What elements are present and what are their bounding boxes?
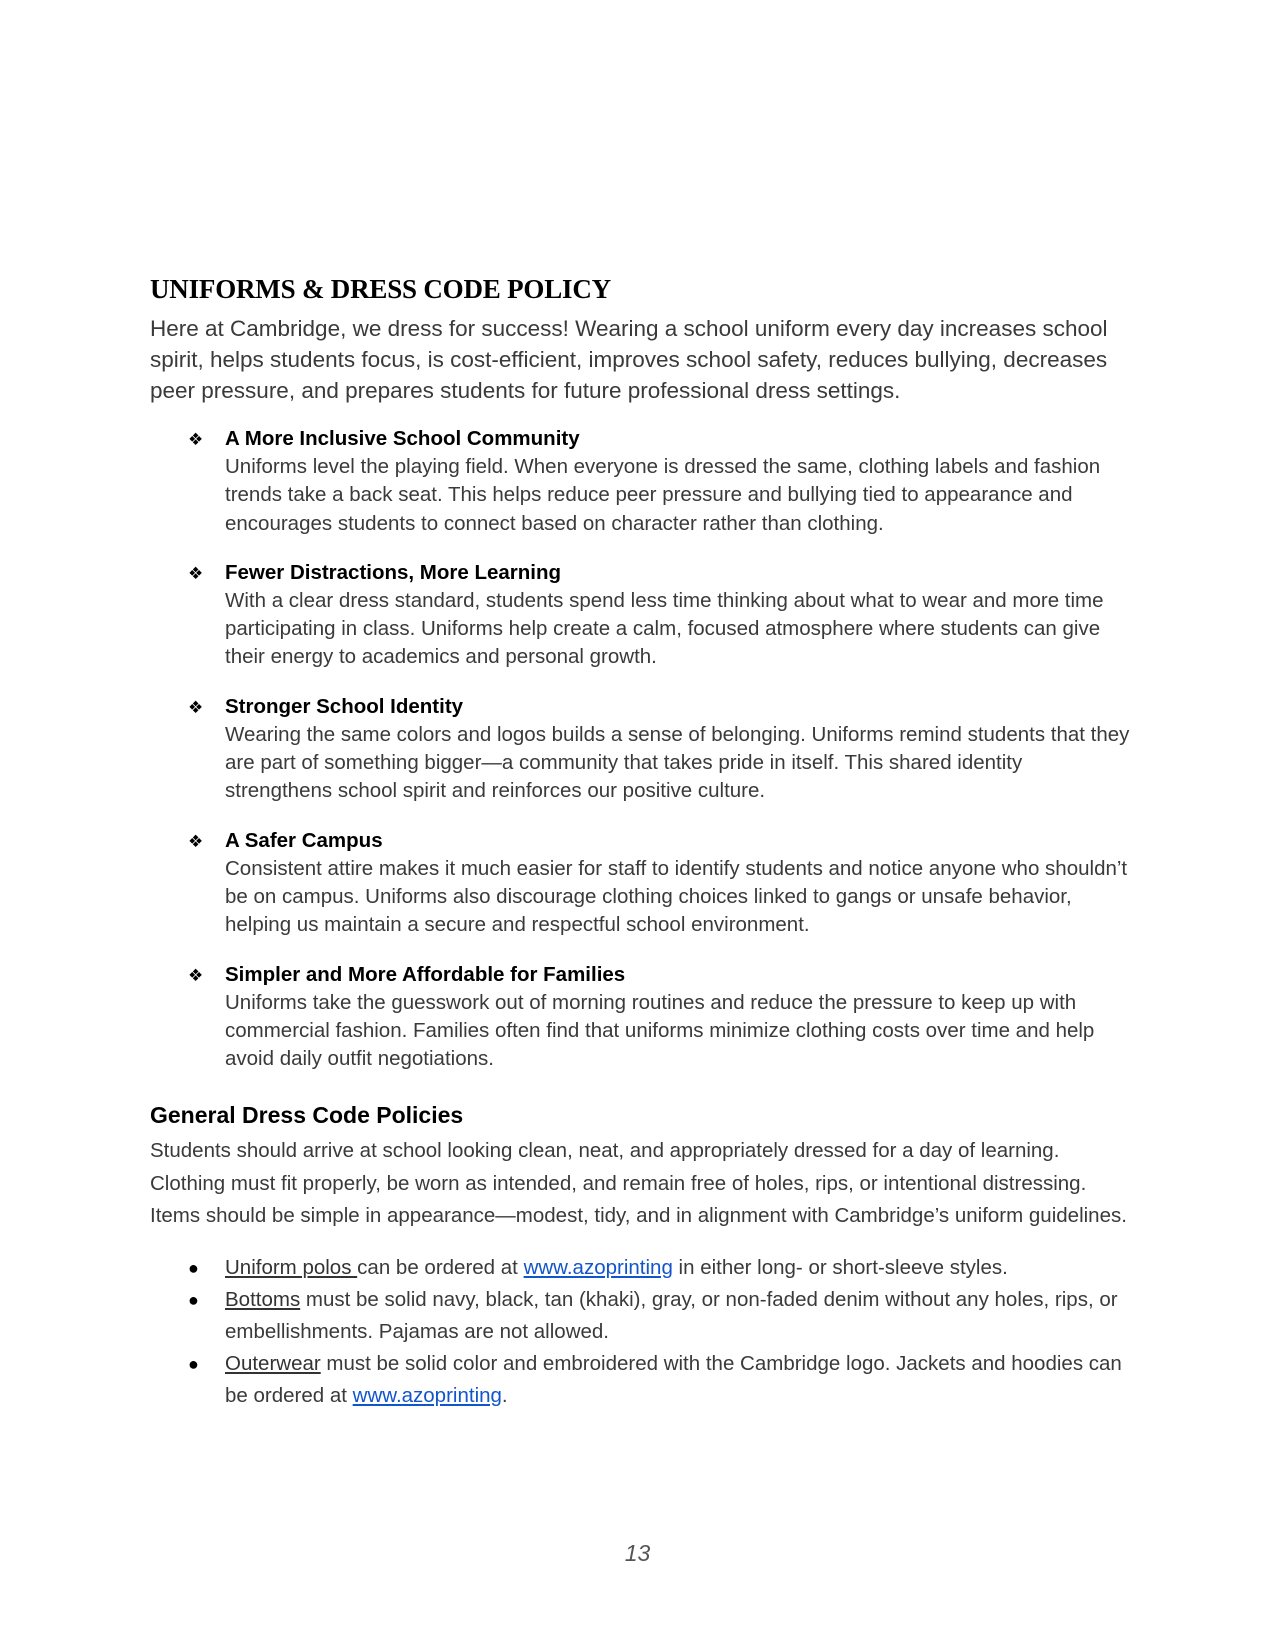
page-number: 13 [624, 1540, 651, 1566]
policy-item [150, 1348, 1135, 1412]
policy-term: Uniform polos [225, 1255, 358, 1279]
policy-item [150, 1252, 1135, 1284]
benefit-text: Wearing the same colors and logos builds a sense of belonging. Uniforms remind students that they are part of something bigger—a community that takes pride in itself. This shared identity strengthens school spirit and reinforces our positive culture. [225, 722, 1130, 803]
policy-item [150, 1284, 1135, 1348]
benefits-list [150, 425, 1135, 1073]
benefit-title: Fewer Distractions, More Learning [225, 560, 562, 584]
diamond-bullet-icon: ❖ [188, 965, 204, 985]
azoprinting-link[interactable]: www.azoprinting [523, 1255, 673, 1279]
diamond-bullet-icon: ❖ [188, 430, 204, 449]
bullet-dot-icon: ● [188, 1353, 199, 1374]
diamond-bullet-icon: ❖ [188, 697, 204, 717]
policy-text: can be ordered at [357, 1255, 524, 1279]
diamond-bullet-icon: ❖ [188, 831, 204, 851]
benefit-title: Simpler and More Affordable for Families [225, 962, 626, 986]
section-paragraph: Students should arrive at school looking clean, neat, and appropriately dressed for a day of learning. Clothing must fit properly, be worn as intended, and remain free of holes, rips, or intentional distressing. Items should be simple in appearance—modest, tidy, and in alignment with Cambridge’s uniform guidelines. [150, 1139, 1127, 1228]
policy-text: . [501, 1383, 508, 1407]
bullet-dot-icon: ● [188, 1257, 199, 1278]
policy-text: must be solid color and embroidered with the Cambridge logo. Jackets and hoodies can be ordered at [225, 1351, 1122, 1407]
policy-text: must be solid navy, black, tan (khaki), gray, or non-faded denim without any holes, rips, or embellishments. Pajamas are not allowed. [225, 1287, 1118, 1343]
diamond-bullet-icon: ❖ [188, 563, 204, 583]
bullet-dot-icon: ● [188, 1289, 199, 1310]
policy-term: Outerwear [225, 1351, 321, 1375]
benefit-item [150, 827, 1135, 940]
policy-term: Bottoms [225, 1287, 301, 1311]
page-content [150, 272, 1135, 1412]
benefit-item [150, 559, 1135, 672]
benefit-title: A Safer Campus [225, 828, 383, 852]
benefit-title: A More Inclusive School Community [225, 427, 580, 450]
benefit-text: Consistent attire makes it much easier for staff to identify students and notice anyone who shouldn’t be on campus. Uniforms also discourage clothing choices linked to gangs or unsafe behavior, helping us maintain a secure and respectful school environment. [225, 856, 1128, 937]
benefit-title: Stronger School Identity [225, 694, 464, 718]
benefit-item [150, 425, 1135, 538]
intro-paragraph: Here at Cambridge, we dress for success! Wearing a school uniform every day increases school spirit, helps students focus, is cost-efficient, improves school safety, reduces bullying, decreases peer pressure, and prepares students for future professional dress settings. [150, 316, 1108, 403]
benefit-text: Uniforms take the guesswork out of morning routines and reduce the pressure to keep up with commercial fashion. Families often find that uniforms minimize clothing costs over time and help avoid daily outfit negotiations. [225, 990, 1095, 1071]
benefit-text: With a clear dress standard, students spend less time thinking about what to wear and more time participating in class. Uniforms help create a calm, focused atmosphere where students can give their energy to academics and personal growth. [225, 588, 1104, 669]
benefit-item [150, 693, 1135, 806]
azoprinting-link[interactable]: www.azoprinting [352, 1383, 502, 1407]
benefit-text: Uniforms level the playing field. When everyone is dressed the same, clothing labels and fashion trends take a back seat. This helps reduce peer pressure and bullying tied to appearance and encourages students to connect based on character rather than clothing. [225, 455, 1101, 535]
section-heading: General Dress Code Policies [150, 1102, 464, 1129]
page-title: UNIFORMS & DRESS CODE POLICY [150, 274, 611, 304]
benefit-item [150, 961, 1135, 1074]
policy-text: in either long- or short-sleeve styles. [672, 1255, 1008, 1279]
policies-list [150, 1252, 1135, 1412]
